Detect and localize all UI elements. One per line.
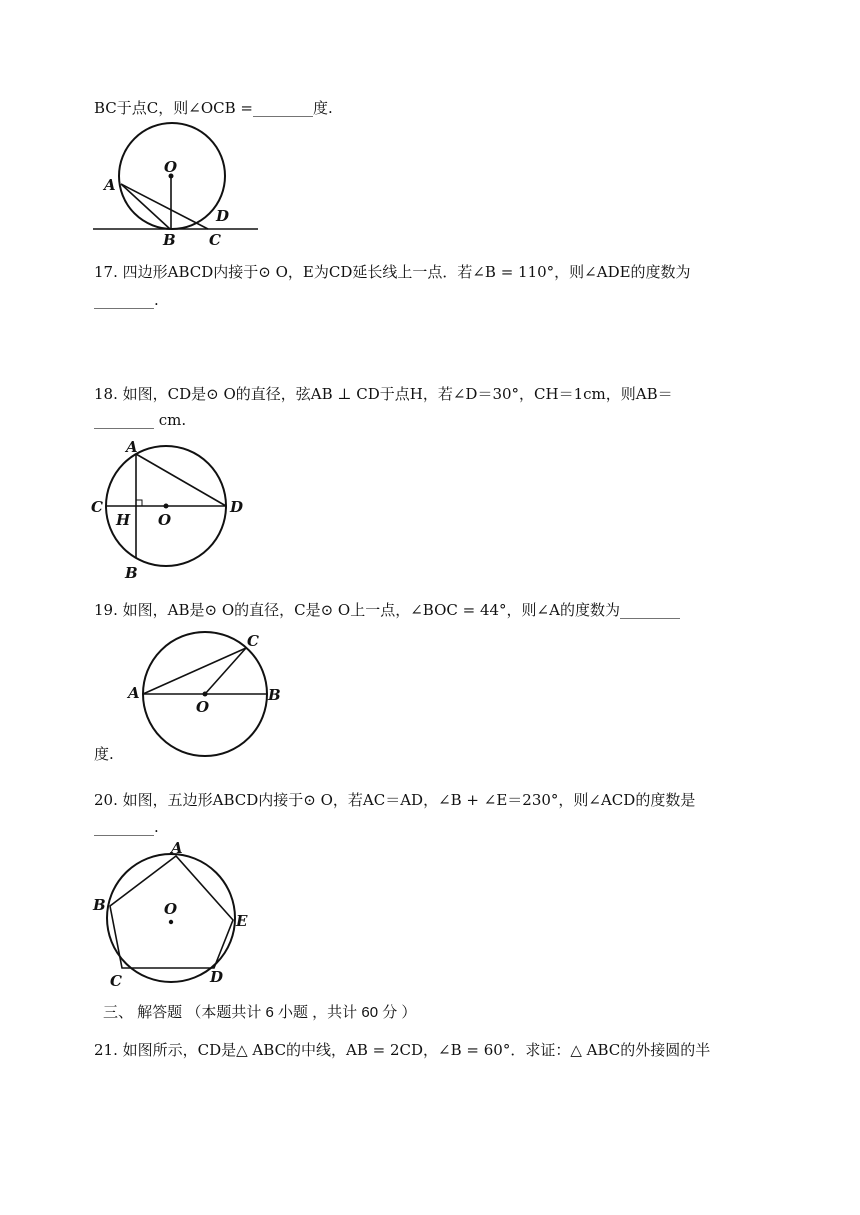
- q20-text-line1: 20. 如图，五边形ABCD内接于⊙ O，若AC＝AD，∠B + ∠E＝230°，则∠ACD的度数是: [94, 791, 696, 809]
- q18-label-c: C: [91, 498, 103, 516]
- q18-label-b: B: [125, 564, 138, 582]
- q19-label-c: C: [247, 632, 259, 650]
- q19-figure: [125, 628, 285, 758]
- q18-text-line2: ________ cm.: [94, 411, 187, 429]
- q20-label-e: E: [236, 912, 248, 930]
- q19-text-line1: 19. 如图，AB是⊙ O的直径，C是⊙ O上一点，∠BOC = 44°，则∠A的度数为________: [94, 601, 680, 619]
- q19-label-a: A: [128, 684, 140, 702]
- q16-label-o: O: [164, 158, 178, 176]
- q18-label-h: H: [116, 511, 131, 529]
- q17-text-line1: 17. 四边形ABCD内接于⊙ O，E为CD延长线上一点．若∠B = 110°，则∠ADE的度数为: [94, 263, 691, 281]
- q20-label-a: A: [171, 839, 183, 857]
- q18-label-o: O: [158, 511, 172, 529]
- section3-heading: 三、 解答题 （本题共计 6 小题 ，共计 60 分 ）: [103, 1004, 417, 1021]
- q20-label-c: C: [110, 972, 122, 990]
- q20-label-b: B: [93, 896, 106, 914]
- q16-tail-text: BC于点C，则∠OCB =________度.: [94, 99, 333, 117]
- q16-label-d: D: [216, 207, 230, 225]
- q16-label-a: A: [104, 176, 116, 194]
- q16-figure: [90, 120, 265, 250]
- q21-text-line1: 21. 如图所示，CD是△ ABC的中线，AB = 2CD，∠B = 60°．求证：△ ABC的外接圆的半: [94, 1041, 711, 1059]
- q18-label-a: A: [126, 438, 138, 456]
- q20-figure: [88, 840, 258, 990]
- q16-label-c: C: [209, 231, 221, 249]
- q18-text-line1: 18. 如图，CD是⊙ O的直径，弦AB ⊥ CD于点H，若∠D＝30°，CH＝1cm，则AB＝: [94, 385, 673, 403]
- q18-label-d: D: [230, 498, 244, 516]
- q20-label-o: O: [164, 900, 178, 918]
- q20-label-d: D: [210, 968, 224, 986]
- q19-label-b: B: [268, 686, 281, 704]
- q19-label-o: O: [196, 698, 210, 716]
- q16-label-b: B: [163, 231, 176, 249]
- q18-figure: [88, 436, 258, 586]
- q17-text-line2: ________.: [94, 291, 159, 309]
- q20-text-line2: ________.: [94, 818, 159, 836]
- q19-text-line2: 度.: [94, 745, 114, 763]
